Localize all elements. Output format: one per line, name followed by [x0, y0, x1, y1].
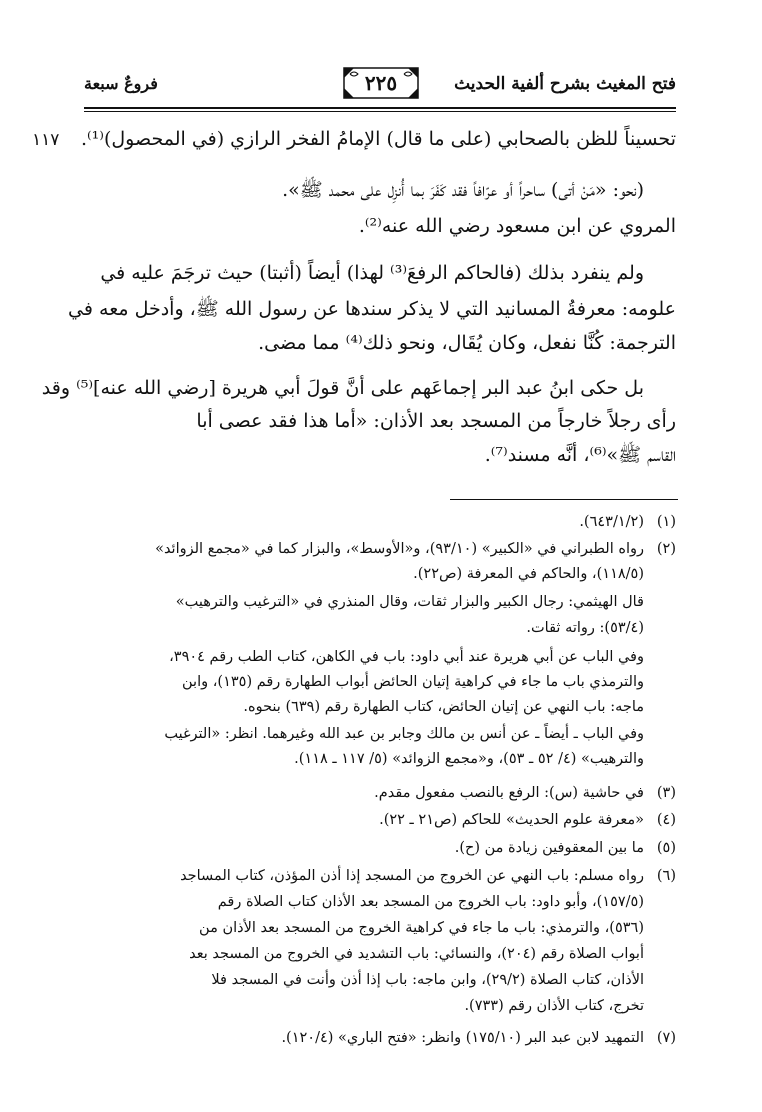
margin-verse-number: ١١٧	[32, 130, 60, 150]
running-header-section: فروعٌ سبعة	[84, 74, 158, 93]
page-number: ٢٢٥	[364, 71, 398, 95]
header-rule-thin	[84, 111, 676, 112]
footnote-number: (٤)	[656, 812, 676, 828]
footnote-line: أبواب الصلاة رقم (٢٠٤)، والنسائي: باب التشديد في الخروج من المسجد بعد	[189, 946, 644, 962]
footnote-line: والترهيب» (٤/ ٥٢ ـ ٥٣)، و«مجمع الزوائد» (٥/ ١١٧ ـ ١١٨).	[294, 751, 644, 767]
footnote-line: «معرفة علوم الحديث» للحاكم (ص٢١ ـ ٢٢).	[379, 812, 644, 828]
footnote-line: قال الهيثمي: رجال الكبير والبزار ثقات، وقال المنذري في «الترغيب والترهيب»	[175, 594, 644, 610]
footnote-line: تخرج، كتاب الأذان رقم (٧٣٣).	[464, 998, 644, 1014]
footnote-line: الأذان، كتاب الصلاة (٢٩/٢)، وابن ماجه: باب إذا أذن وأنت في المسجد فلا	[211, 972, 644, 988]
footnote-line: (٥٣٦)، والترمذي: باب ما جاء في كراهية الخروج من المسجد بعد الأذان من	[199, 920, 644, 936]
footnote-line: رواه الطبراني في «الكبير» (٩٣/١٠)، و«الأوسط»، والبزار كما في «مجمع الزوائد»	[155, 541, 644, 557]
header-rule	[84, 107, 676, 109]
footnote-number: (١)	[656, 514, 676, 530]
footnote-line: وفي الباب ـ أيضاً ـ عن أنس بن مالك وجابر بن عبد الله وغيرهما. انظر: «الترغيب	[164, 726, 644, 742]
running-header-title: فتح المغيث بشرح ألفية الحديث	[454, 74, 676, 94]
body-line: تحسيناً للظن بالصحابي (على ما قال) الإمامُ الفخر الرازي (في المحصول)⁽¹⁾.	[80, 128, 676, 150]
footnote-number: (٧)	[656, 1030, 676, 1046]
body-line: ولم ينفرد بذلك (فالحاكم الرفعَ⁽³⁾ لهذا) أيضاً (أثبتا) حيث ترجَمَ عليه في	[100, 262, 644, 284]
footnote-line: ماجه: باب النهي عن إتيان الحائض، كتاب الطهارة رقم (٦٣٩) بنحوه.	[243, 699, 644, 715]
body-line: القاسم ﷺ»⁽⁶⁾، أنَّه مسند⁽⁷⁾.	[484, 444, 676, 466]
footnote-line: وفي الباب عن أبي هريرة عند أبي داود: باب في الكاهن، كتاب الطب رقم ٣٩٠٤،	[169, 649, 644, 665]
footnote-number: (٣)	[656, 785, 676, 801]
footnote-line: (٦٤٣/١/٢).	[579, 514, 644, 530]
footnote-line: التمهيد لابن عبد البر (١٧٥/١٠) وانظر: «فتح الباري» (١٢٠/٤).	[281, 1030, 644, 1046]
footnote-line: (٥٣/٤): رواته ثقات.	[526, 620, 644, 636]
body-line: بل حكى ابنُ عبد البر إجماعَهم على أنَّ قولَ أبي هريرة [رضي الله عنه]⁽⁵⁾ وقد	[41, 377, 644, 399]
footnote-separator	[450, 499, 678, 500]
footnote-number: (٦)	[656, 868, 676, 884]
footnote-number: (٢)	[656, 541, 676, 557]
footnote-line: رواه مسلم: باب النهي عن الخروج من المسجد إذا أذن المؤذن، كتاب المساجد	[180, 868, 644, 884]
footnote-line: (١٥٧/٥)، وأبو داود: باب الخروج من المسجد بعد الأذان كتاب الصلاة رقم	[217, 894, 644, 910]
body-line: رأى رجلاً خارجاً من المسجد بعد الأذان: «أما هذا فقد عصى أبا	[196, 410, 676, 432]
body-line: المروي عن ابن مسعود رضي الله عنه⁽²⁾.	[358, 215, 676, 237]
footnote-line: ما بين المعقوفين زيادة من (ح).	[454, 840, 644, 856]
footnote-number: (٥)	[656, 840, 676, 856]
body-line: الترجمة: كُنَّا نفعل، وكان يُقَال، ونحو ذلك⁽⁴⁾ مما مضى.	[258, 332, 676, 354]
footnote-line: والترمذي باب ما جاء في كراهية إتيان الحائض أبواب الطهارة رقم (١٣٥)، وابن	[182, 674, 644, 690]
body-line: (نحو: «مَنْ أتى) ساحراً أو عرّافاً فقد كَفَرَ بما أُنزِل على محمد ﷺ».	[282, 179, 644, 201]
body-line: علومه: معرفةُ المسانيد التي لا يذكر سندها عن رسول الله ﷺ، وأدخل معه في	[68, 298, 676, 320]
footnote-line: في حاشية (س): الرفع بالنصب مفعول مقدم.	[374, 785, 644, 801]
footnote-line: (١١٨/٥)، والحاكم في المعرفة (ص٢٢).	[413, 566, 644, 582]
